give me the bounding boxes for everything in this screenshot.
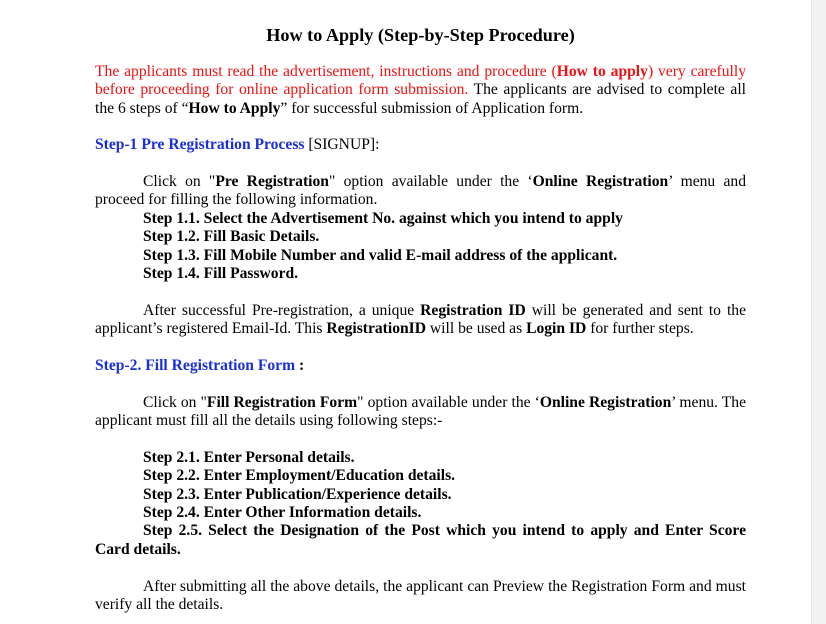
intro-text-1: The applicants are advised to complete all the 6 steps of “ — [95, 81, 746, 117]
step1-p1-text-e: ’ menu and proceed for filling the following information. — [95, 173, 747, 209]
step2-item-5-line-2: Card details. — [95, 541, 181, 558]
step1-result-paragraph — [95, 302, 746, 339]
step2-heading: Step-2. Fill Registration Form — [95, 357, 296, 374]
page-title: How to Apply (Step-by-Step Procedure) — [266, 25, 575, 45]
step1-p2-bold-b: Registration ID — [420, 302, 526, 319]
step1-item: Step 1.2. Fill Basic Details. — [143, 228, 320, 245]
step1-heading: Step-1 Pre Registration Process — [95, 136, 305, 153]
step2-p1-bold-b: Fill Registration Form — [206, 394, 358, 411]
step1-p2-bold-d: RegistrationID — [326, 320, 427, 338]
intro-paragraph — [95, 63, 746, 118]
step1-p2-bold-f: Login ID — [526, 320, 587, 338]
step1-item: Step 1.1. Select the Advertisement No. against which you intend to apply — [143, 210, 623, 227]
step1-intro-paragraph — [95, 173, 746, 210]
scrollbar-gutter[interactable] — [811, 0, 826, 624]
step1-item: Step 1.4. Fill Password. — [143, 265, 299, 282]
step2-item: Step 2.3. Enter Publication/Experience details. — [143, 486, 452, 503]
intro-red-text-1: The applicants must read the advertisement, instructions and procedure ( — [95, 63, 557, 80]
step1-p1-text-a: Click on " — [143, 173, 216, 190]
step1-p2-text-e: will be used as — [426, 320, 527, 338]
intro-red-bold: How to apply — [556, 63, 648, 80]
step2-item-5-line-1: Step 2.5. Select the Designation of the Post which you intend to apply and Enter Score — [143, 522, 746, 539]
step2-heading-suffix: : — [295, 357, 305, 374]
step1-p1-bold-b: Pre Registration — [215, 173, 329, 190]
step1-p1-text-c: " option available under the ‘ — [328, 173, 533, 190]
step1-p2-text-c: will be generated and sent to the applicant’s registered Email-Id. This — [95, 302, 747, 338]
step1-item: Step 1.3. Fill Mobile Number and valid E-mail address of the applicant. — [143, 247, 618, 264]
step1-heading-line — [95, 136, 746, 154]
intro-red-text-2: ) very carefully before proceeding for online application form submission. — [95, 63, 746, 99]
step1-heading-suffix: [SIGNUP]: — [304, 136, 380, 153]
step2-p1-bold-d: Online Registration — [539, 394, 672, 411]
step1-p2-text-g: for further steps. — [586, 320, 694, 338]
step1-p2-text-a: After successful Pre-registration, a unique — [143, 302, 421, 319]
step2-item: Step 2.2. Enter Employment/Education details. — [143, 467, 456, 484]
step2-p1-text-a: Click on " — [143, 394, 207, 411]
step2-heading-line — [95, 357, 746, 375]
step2-intro-paragraph — [95, 394, 746, 431]
step2-p1-text-c: " option available under the ‘ — [357, 394, 540, 411]
step2-item: Step 2.4. Enter Other Information details. — [143, 504, 422, 521]
step2-p1-text-e: ’ menu. The applicant must fill all the details using following steps:- — [95, 394, 746, 430]
intro-text-2: ” for successful submission of Application form. — [280, 99, 584, 117]
step1-p1-bold-d: Online Registration — [532, 173, 669, 190]
intro-bold: How to Apply — [188, 99, 281, 117]
step2-result-paragraph: After submitting all the above details, the applicant can Preview the Registration Form and must verify all the details. — [95, 578, 746, 614]
step2-item: Step 2.1. Enter Personal details. — [143, 449, 355, 466]
